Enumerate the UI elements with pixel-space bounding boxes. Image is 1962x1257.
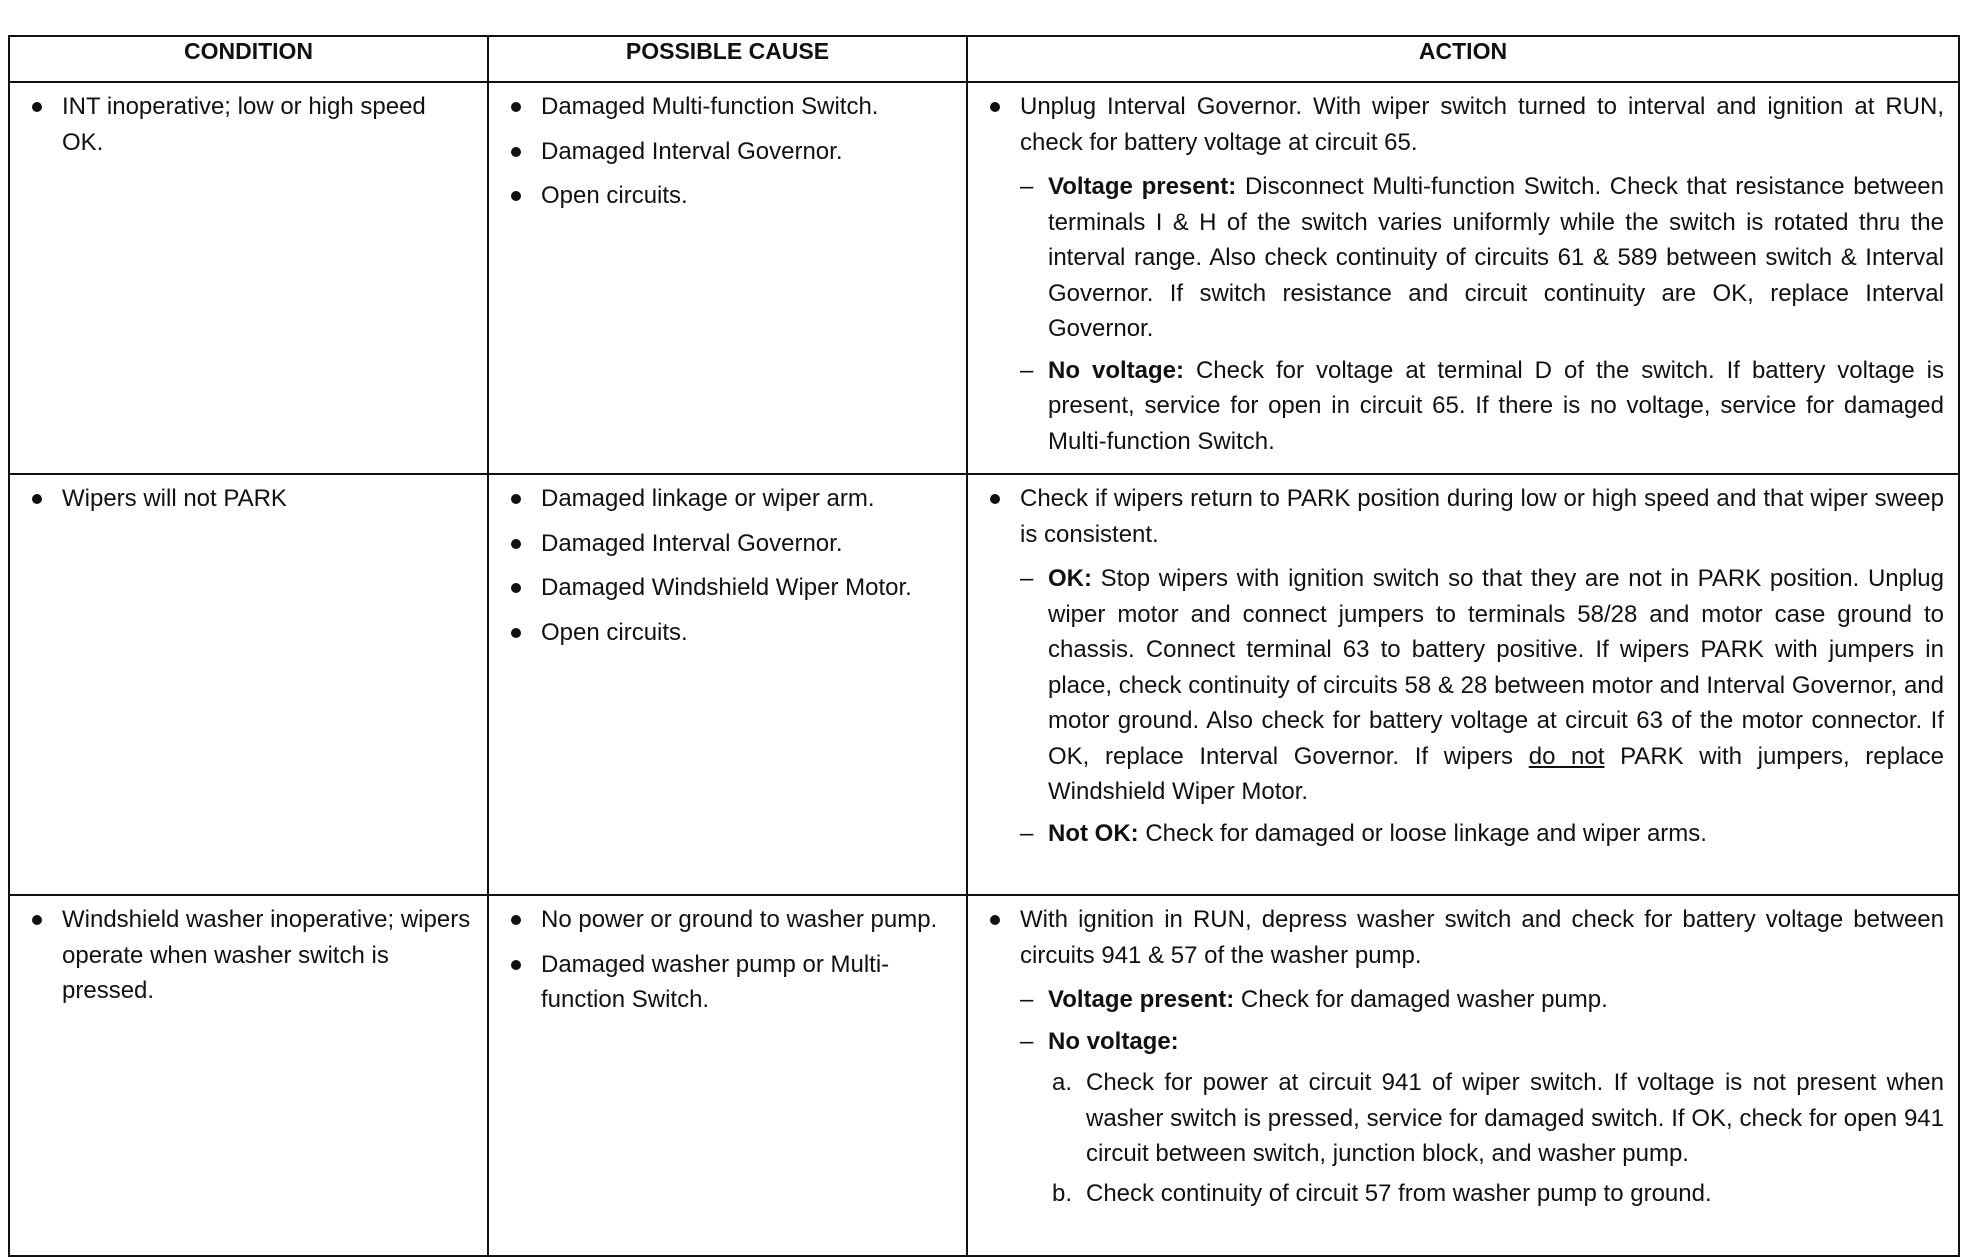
step-letter: a.	[1052, 1069, 1073, 1096]
sub-text: Stop wipers with ignition switch so that they are not in PARK position. Unplug wiper motor and connect jumpers to terminals 58/28 and motor case ground to chassis. Connect terminal 63 to battery positive. If wipers PARK with jumpers in place, check continuity of circuits 58 & 28 between motor and Interval Governor, and motor ground. Also check for battery voltage at circuit 63 of the motor connector. If OK, replace Interval Governor. If wipers	[1048, 565, 1944, 770]
dash: –	[1020, 986, 1034, 1013]
sub-text: Check for voltage at terminal D of the switch. If battery voltage is present, service for open in circuit 65. If there is no voltage, service for damaged Multi-function Switch.	[1048, 356, 1944, 455]
condition-text: Wipers will not PARK	[24, 481, 473, 517]
condition-cell	[9, 895, 488, 1256]
dash: –	[1020, 173, 1034, 200]
underlined-text: do not	[1528, 742, 1605, 770]
dash: –	[1020, 1027, 1034, 1055]
action-sub-item	[982, 1024, 1944, 1060]
cause-item: Damaged linkage or wiper arm.	[503, 481, 952, 517]
action-step	[982, 1176, 1944, 1212]
condition-cell	[9, 82, 488, 474]
sub-label: No voltage:	[1048, 356, 1184, 384]
sub-text: Disconnect Multi-function Switch. Check that resistance between terminals I & H of the switch varies uniformly while the switch is rotated thru the interval range. Also check continuity of circuits 61 & 589 between switch & Interval Governor. If switch resistance and circuit continuity are OK, replace Interval Governor.	[1048, 173, 1945, 342]
cause-item: Open circuits.	[503, 615, 952, 651]
header-action: ACTION	[967, 36, 1959, 82]
dash: –	[1020, 565, 1034, 592]
sub-label: No voltage:	[1048, 1027, 1179, 1055]
dash: –	[1020, 356, 1034, 384]
step-letter: b.	[1052, 1179, 1073, 1207]
action-step	[982, 1065, 1944, 1172]
action-cell	[967, 474, 1959, 895]
cause-item: No power or ground to washer pump.	[503, 902, 952, 938]
step-text: Check continuity of circuit 57 from washer pump to ground.	[1086, 1179, 1712, 1207]
condition-text: Windshield washer inoperative; wipers operate when washer switch is pressed.	[24, 902, 473, 1009]
action-cell	[967, 82, 1959, 474]
cause-cell	[488, 474, 967, 895]
table-row	[9, 474, 1959, 895]
cause-item: Damaged Multi-function Switch.	[503, 89, 952, 125]
cause-item: Damaged Interval Governor.	[503, 134, 952, 170]
sub-text: Check for damaged washer pump.	[1234, 986, 1608, 1013]
sub-text: Check for damaged or loose linkage and wiper arms.	[1138, 819, 1707, 847]
action-sub-item	[982, 816, 1944, 852]
sub-label: Voltage present:	[1048, 986, 1235, 1013]
header-condition: CONDITION	[9, 36, 488, 82]
action-sub-item	[982, 169, 1944, 347]
header-possible-cause: POSSIBLE CAUSE	[488, 36, 967, 82]
sub-label: Not OK:	[1048, 819, 1139, 847]
condition-text: INT inoperative; low or high speed OK.	[24, 89, 473, 160]
action-cell	[967, 895, 1959, 1256]
step-text: Check for power at circuit 941 of wiper switch. If voltage is not present when washer switch is pressed, service for damaged switch. If OK, check for open 941 circuit between switch, junction block, and washer pump.	[1086, 1069, 1944, 1167]
dash: –	[1020, 819, 1034, 847]
condition-cell	[9, 474, 488, 895]
table-row	[9, 895, 1959, 1256]
sub-label: OK:	[1048, 565, 1092, 592]
cause-cell	[488, 895, 967, 1256]
action-sub-item	[982, 982, 1944, 1018]
cause-item: Open circuits.	[503, 178, 952, 214]
diagnosis-table	[8, 35, 1960, 1257]
action-sub-item	[982, 353, 1944, 460]
header-row	[9, 36, 1959, 82]
cause-item: Damaged Windshield Wiper Motor.	[503, 570, 952, 606]
action-sub-item	[982, 561, 1944, 810]
table-row	[9, 82, 1959, 474]
action-text: With ignition in RUN, depress washer switch and check for battery voltage between circuits 941 & 57 of the washer pump.	[982, 902, 1944, 973]
cause-cell	[488, 82, 967, 474]
sub-label: Voltage present:	[1048, 173, 1237, 200]
cause-item: Damaged washer pump or Multi-function Switch.	[503, 947, 952, 1018]
action-text: Check if wipers return to PARK position during low or high speed and that wiper sweep is consistent.	[982, 481, 1944, 552]
sub-text: PARK with jumpers, replace Windshield Wiper Motor.	[1048, 742, 1945, 805]
cause-item: Damaged Interval Governor.	[503, 526, 952, 562]
action-text: Unplug Interval Governor. With wiper switch turned to interval and ignition at RUN, check for battery voltage at circuit 65.	[982, 89, 1944, 160]
